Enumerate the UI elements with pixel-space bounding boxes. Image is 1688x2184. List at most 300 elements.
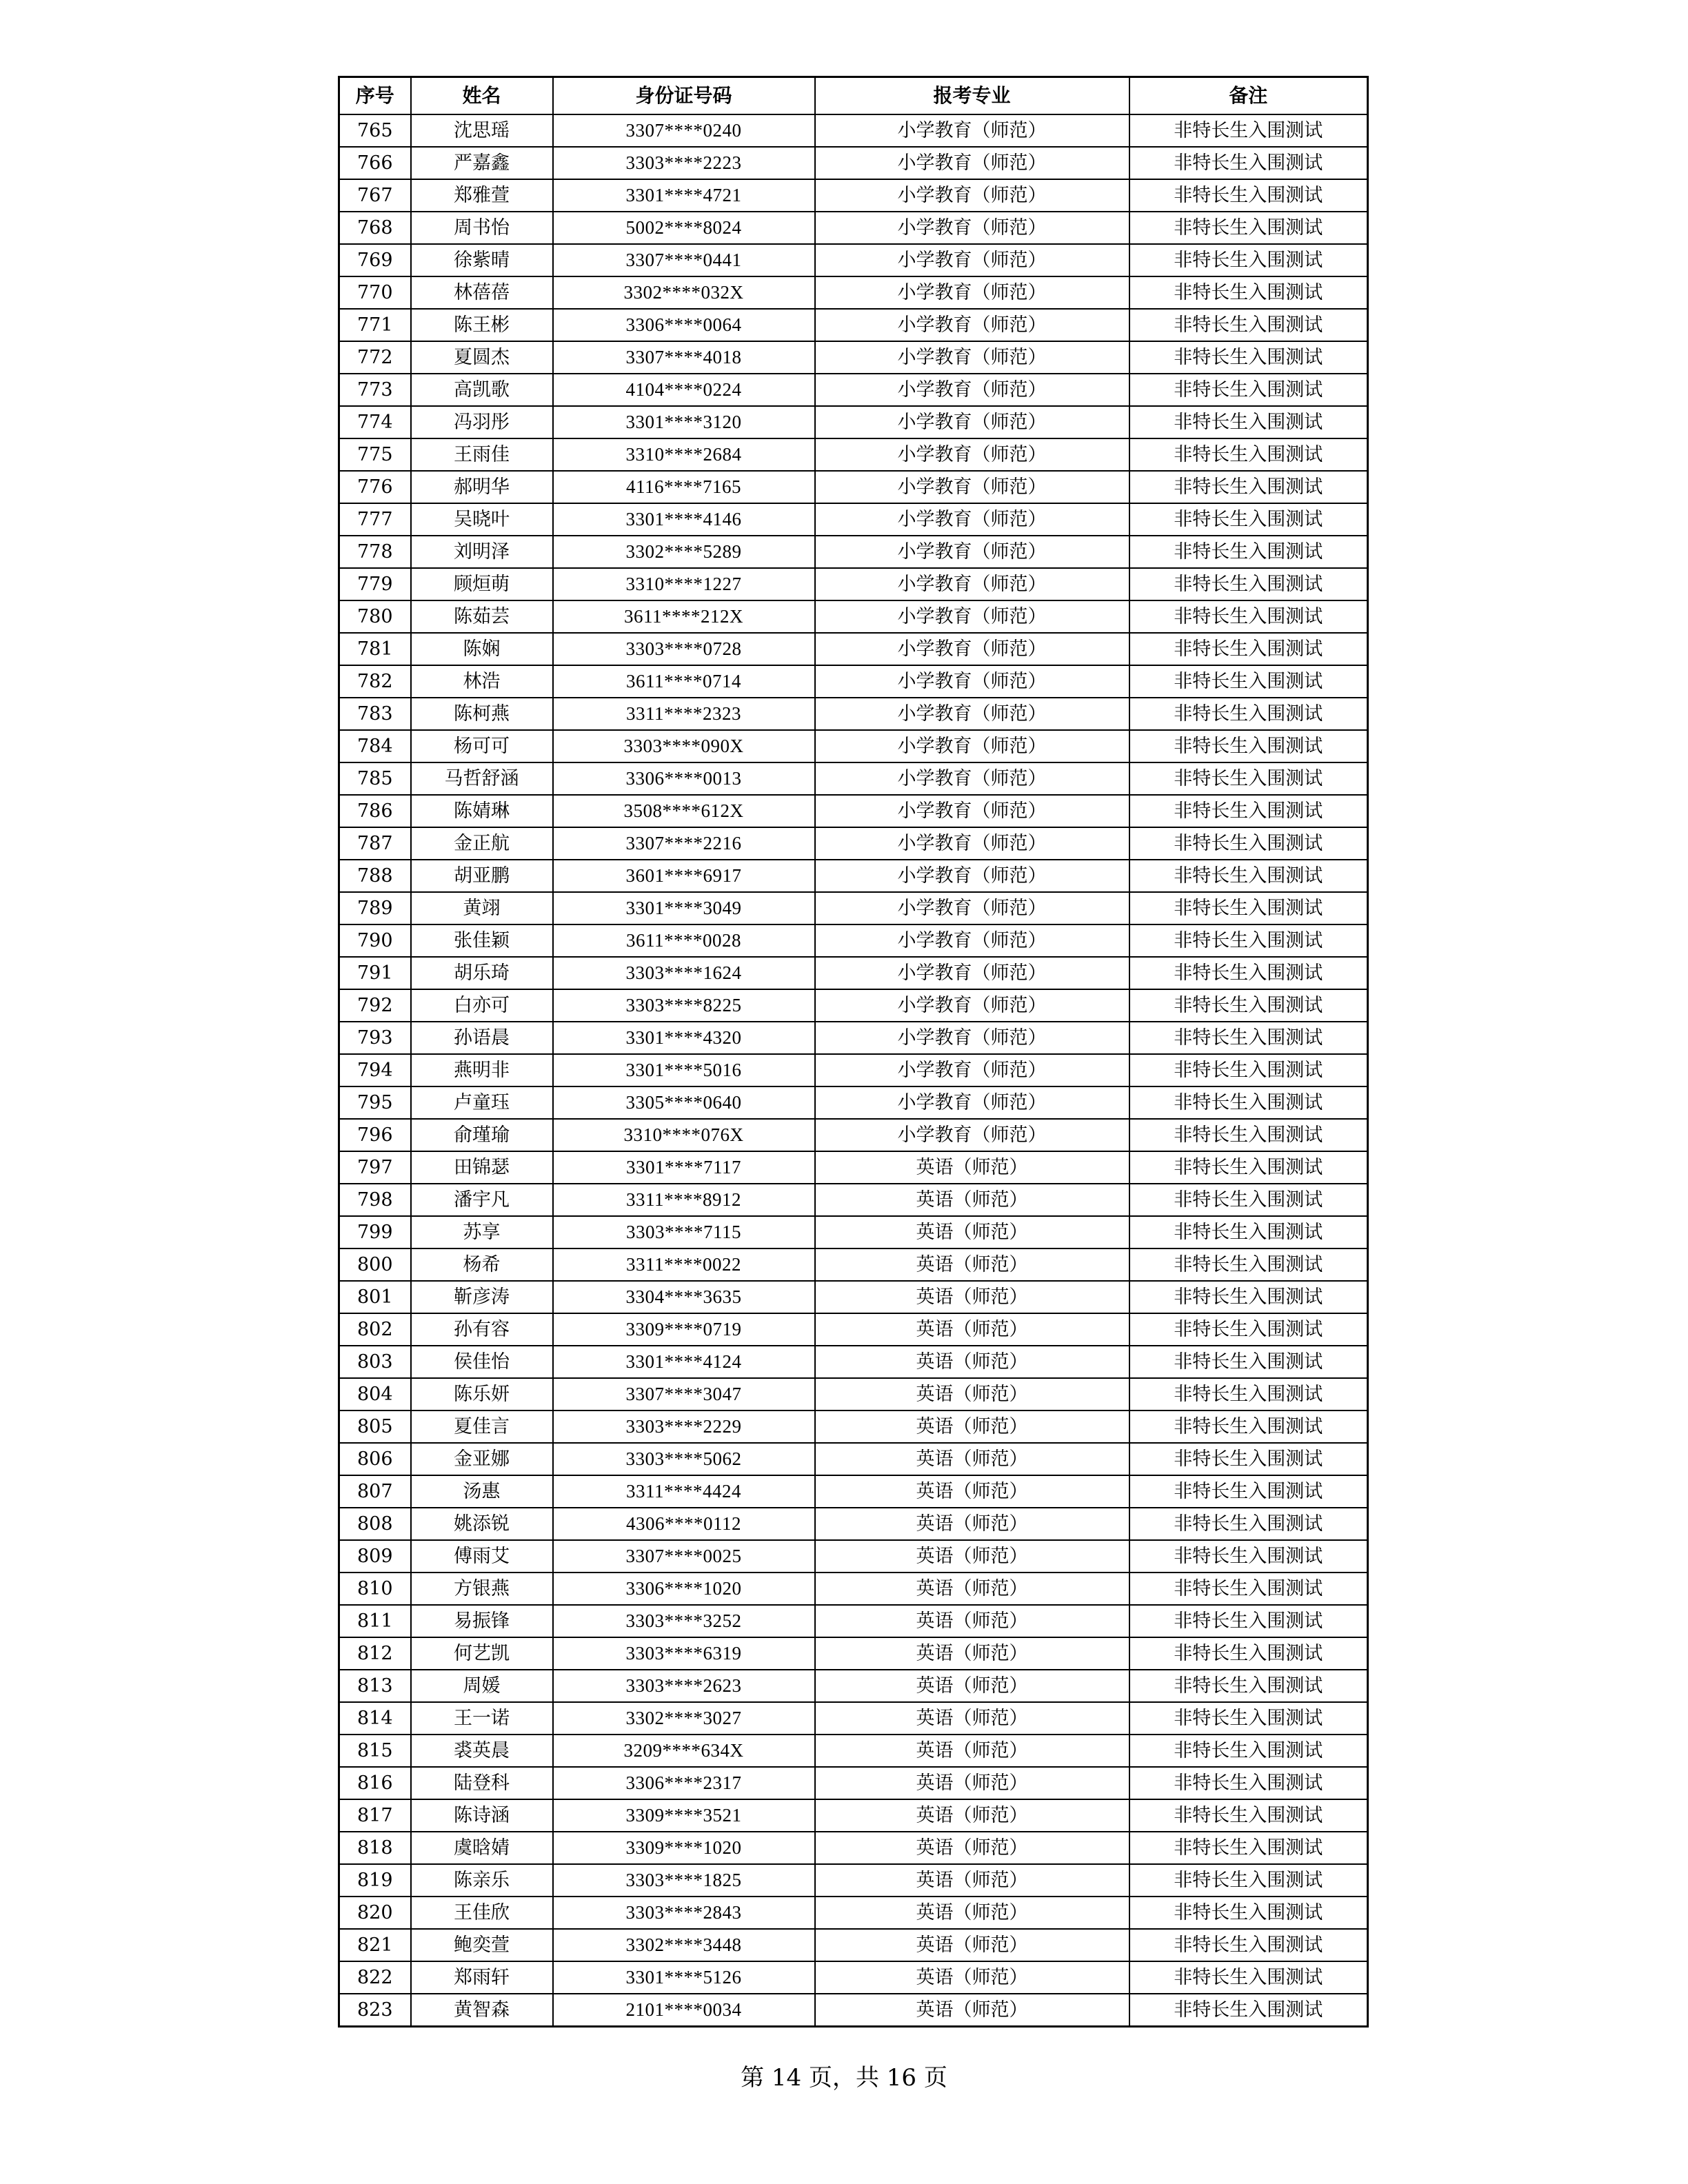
table-row (339, 244, 1368, 276)
cell-name: 陈诗涵 (411, 1799, 553, 1832)
table-row (339, 1864, 1368, 1897)
table-row (339, 1670, 1368, 1702)
cell-remark: 非特长生入围测试 (1129, 179, 1368, 212)
cell-remark: 非特长生入围测试 (1129, 957, 1368, 989)
cell-serial: 815 (339, 1735, 411, 1767)
cell-id-number: 3303****2223 (553, 147, 815, 179)
cell-major: 小学教育（师范） (815, 1119, 1129, 1151)
cell-id-number: 3306****0013 (553, 762, 815, 795)
cell-remark: 非特长生入围测试 (1129, 536, 1368, 568)
cell-name: 胡亚鹏 (411, 860, 553, 892)
cell-serial: 798 (339, 1184, 411, 1216)
cell-name: 靳彦涛 (411, 1281, 553, 1313)
table-row (339, 1281, 1368, 1313)
table-row (339, 503, 1368, 536)
cell-id-number: 3611****0028 (553, 924, 815, 957)
cell-major: 小学教育（师范） (815, 600, 1129, 633)
cell-id-number: 4306****0112 (553, 1508, 815, 1540)
cell-name: 王一诺 (411, 1702, 553, 1735)
table-row (339, 1248, 1368, 1281)
cell-remark: 非特长生入围测试 (1129, 1799, 1368, 1832)
table-row (339, 1346, 1368, 1378)
cell-remark: 非特长生入围测试 (1129, 503, 1368, 536)
table-row (339, 179, 1368, 212)
cell-remark: 非特长生入围测试 (1129, 1151, 1368, 1184)
cell-id-number: 3307****0240 (553, 114, 815, 147)
cell-serial: 782 (339, 665, 411, 698)
cell-id-number: 3303****5062 (553, 1443, 815, 1475)
cell-name: 姚添锐 (411, 1508, 553, 1540)
cell-major: 小学教育（师范） (815, 957, 1129, 989)
cell-major: 英语（师范） (815, 1248, 1129, 1281)
cell-serial: 799 (339, 1216, 411, 1248)
cell-id-number: 3301****4721 (553, 179, 815, 212)
cell-serial: 796 (339, 1119, 411, 1151)
table-row (339, 1184, 1368, 1216)
cell-remark: 非特长生入围测试 (1129, 1410, 1368, 1443)
cell-serial: 802 (339, 1313, 411, 1346)
cell-major: 英语（师范） (815, 1864, 1129, 1897)
cell-name: 鲍奕萱 (411, 1929, 553, 1961)
cell-remark: 非特长生入围测试 (1129, 406, 1368, 438)
cell-id-number: 3303****090X (553, 730, 815, 762)
cell-serial: 778 (339, 536, 411, 568)
cell-remark: 非特长生入围测试 (1129, 1184, 1368, 1216)
cell-id-number: 3302****3027 (553, 1702, 815, 1735)
cell-serial: 804 (339, 1378, 411, 1410)
table-row (339, 1216, 1368, 1248)
cell-name: 林蓓蓓 (411, 276, 553, 309)
cell-remark: 非特长生入围测试 (1129, 698, 1368, 730)
cell-name: 卢童珏 (411, 1086, 553, 1119)
cell-serial: 793 (339, 1022, 411, 1054)
header-name: 姓名 (411, 77, 553, 115)
cell-major: 英语（师范） (815, 1799, 1129, 1832)
cell-serial: 774 (339, 406, 411, 438)
cell-name: 张佳颖 (411, 924, 553, 957)
cell-remark: 非特长生入围测试 (1129, 1670, 1368, 1702)
cell-id-number: 3303****8225 (553, 989, 815, 1022)
cell-name: 易振锋 (411, 1605, 553, 1637)
cell-serial: 813 (339, 1670, 411, 1702)
cell-name: 吴晓叶 (411, 503, 553, 536)
cell-name: 陈婧琳 (411, 795, 553, 827)
header-remark: 备注 (1129, 77, 1368, 115)
cell-id-number: 3304****3635 (553, 1281, 815, 1313)
cell-name: 周书怡 (411, 212, 553, 244)
cell-serial: 765 (339, 114, 411, 147)
cell-name: 燕明非 (411, 1054, 553, 1086)
cell-name: 虞晗婧 (411, 1832, 553, 1864)
cell-remark: 非特长生入围测试 (1129, 568, 1368, 600)
table-row (339, 827, 1368, 860)
table-row (339, 114, 1368, 147)
cell-id-number: 3307****0025 (553, 1540, 815, 1573)
cell-serial: 772 (339, 341, 411, 374)
table-row (339, 341, 1368, 374)
cell-name: 陈柯燕 (411, 698, 553, 730)
cell-id-number: 3209****634X (553, 1735, 815, 1767)
cell-major: 英语（师范） (815, 1508, 1129, 1540)
table-row (339, 989, 1368, 1022)
cell-id-number: 4104****0224 (553, 374, 815, 406)
cell-serial: 789 (339, 892, 411, 924)
cell-major: 小学教育（师范） (815, 633, 1129, 665)
cell-serial: 794 (339, 1054, 411, 1086)
cell-serial: 785 (339, 762, 411, 795)
cell-name: 胡乐琦 (411, 957, 553, 989)
cell-major: 小学教育（师范） (815, 179, 1129, 212)
cell-id-number: 3302****032X (553, 276, 815, 309)
cell-major: 小学教育（师范） (815, 795, 1129, 827)
cell-serial: 795 (339, 1086, 411, 1119)
cell-major: 英语（师范） (815, 1702, 1129, 1735)
table-row (339, 892, 1368, 924)
cell-serial: 790 (339, 924, 411, 957)
cell-major: 小学教育（师范） (815, 730, 1129, 762)
cell-name: 陈茹芸 (411, 600, 553, 633)
cell-id-number: 3310****2684 (553, 438, 815, 471)
cell-remark: 非特长生入围测试 (1129, 1735, 1368, 1767)
cell-remark: 非特长生入围测试 (1129, 374, 1368, 406)
cell-remark: 非特长生入围测试 (1129, 827, 1368, 860)
cell-major: 英语（师范） (815, 1184, 1129, 1216)
cell-id-number: 3303****3252 (553, 1605, 815, 1637)
cell-serial: 773 (339, 374, 411, 406)
cell-name: 郑雨轩 (411, 1961, 553, 1994)
cell-id-number: 3302****3448 (553, 1929, 815, 1961)
cell-serial: 775 (339, 438, 411, 471)
cell-major: 英语（师范） (815, 1735, 1129, 1767)
cell-name: 金亚娜 (411, 1443, 553, 1475)
table-row (339, 1637, 1368, 1670)
cell-remark: 非特长生入围测试 (1129, 1022, 1368, 1054)
cell-id-number: 3310****1227 (553, 568, 815, 600)
cell-serial: 786 (339, 795, 411, 827)
cell-remark: 非特长生入围测试 (1129, 1540, 1368, 1573)
cell-serial: 797 (339, 1151, 411, 1184)
cell-remark: 非特长生入围测试 (1129, 1119, 1368, 1151)
table-row (339, 1799, 1368, 1832)
cell-serial: 817 (339, 1799, 411, 1832)
cell-name: 林浩 (411, 665, 553, 698)
cell-remark: 非特长生入围测试 (1129, 1281, 1368, 1313)
cell-major: 小学教育（师范） (815, 114, 1129, 147)
cell-remark: 非特长生入围测试 (1129, 341, 1368, 374)
cell-serial: 771 (339, 309, 411, 341)
cell-name: 陈亲乐 (411, 1864, 553, 1897)
cell-major: 英语（师范） (815, 1573, 1129, 1605)
cell-id-number: 3306****0064 (553, 309, 815, 341)
cell-name: 汤惠 (411, 1475, 553, 1508)
cell-remark: 非特长生入围测试 (1129, 1961, 1368, 1994)
cell-id-number: 5002****8024 (553, 212, 815, 244)
cell-major: 英语（师范） (815, 1832, 1129, 1864)
cell-major: 小学教育（师范） (815, 892, 1129, 924)
table-row (339, 924, 1368, 957)
cell-serial: 807 (339, 1475, 411, 1508)
cell-name: 夏圆杰 (411, 341, 553, 374)
cell-name: 夏佳言 (411, 1410, 553, 1443)
cell-remark: 非特长生入围测试 (1129, 1346, 1368, 1378)
cell-major: 小学教育（师范） (815, 1086, 1129, 1119)
cell-remark: 非特长生入围测试 (1129, 665, 1368, 698)
cell-serial: 791 (339, 957, 411, 989)
cell-remark: 非特长生入围测试 (1129, 276, 1368, 309)
cell-name: 白亦可 (411, 989, 553, 1022)
cell-serial: 787 (339, 827, 411, 860)
table-row (339, 212, 1368, 244)
roster-table (338, 76, 1369, 2028)
cell-remark: 非特长生入围测试 (1129, 1248, 1368, 1281)
cell-remark: 非特长生入围测试 (1129, 212, 1368, 244)
cell-id-number: 3303****6319 (553, 1637, 815, 1670)
cell-serial: 818 (339, 1832, 411, 1864)
cell-major: 英语（师范） (815, 1670, 1129, 1702)
cell-remark: 非特长生入围测试 (1129, 1475, 1368, 1508)
cell-id-number: 2101****0034 (553, 1994, 815, 2027)
cell-id-number: 3301****4124 (553, 1346, 815, 1378)
cell-serial: 766 (339, 147, 411, 179)
table-body (339, 114, 1368, 2027)
cell-major: 英语（师范） (815, 1443, 1129, 1475)
cell-id-number: 3311****4424 (553, 1475, 815, 1508)
cell-major: 英语（师范） (815, 1994, 1129, 2027)
cell-major: 小学教育（师范） (815, 1054, 1129, 1086)
cell-major: 小学教育（师范） (815, 860, 1129, 892)
cell-name: 裘英晨 (411, 1735, 553, 1767)
table-row (339, 1961, 1368, 1994)
cell-id-number: 3303****1624 (553, 957, 815, 989)
cell-name: 沈思瑶 (411, 114, 553, 147)
cell-name: 俞瑾瑜 (411, 1119, 553, 1151)
table-row (339, 762, 1368, 795)
header-major: 报考专业 (815, 77, 1129, 115)
cell-name: 徐紫晴 (411, 244, 553, 276)
cell-remark: 非特长生入围测试 (1129, 1054, 1368, 1086)
cell-remark: 非特长生入围测试 (1129, 1443, 1368, 1475)
table-row (339, 1702, 1368, 1735)
table-row (339, 1086, 1368, 1119)
table-row (339, 795, 1368, 827)
cell-serial: 805 (339, 1410, 411, 1443)
cell-major: 英语（师范） (815, 1475, 1129, 1508)
cell-major: 小学教育（师范） (815, 924, 1129, 957)
cell-id-number: 3311****8912 (553, 1184, 815, 1216)
table-row (339, 1508, 1368, 1540)
table-row (339, 1573, 1368, 1605)
cell-name: 方银燕 (411, 1573, 553, 1605)
cell-major: 英语（师范） (815, 1216, 1129, 1248)
cell-serial: 823 (339, 1994, 411, 2027)
cell-name: 杨希 (411, 1248, 553, 1281)
cell-id-number: 3303****0728 (553, 633, 815, 665)
cell-name: 王佳欣 (411, 1897, 553, 1929)
cell-serial: 788 (339, 860, 411, 892)
cell-major: 小学教育（师范） (815, 212, 1129, 244)
cell-id-number: 3307****4018 (553, 341, 815, 374)
table-row (339, 1022, 1368, 1054)
table-row (339, 1151, 1368, 1184)
cell-major: 小学教育（师范） (815, 276, 1129, 309)
cell-name: 顾烜萌 (411, 568, 553, 600)
table-row (339, 1735, 1368, 1767)
cell-remark: 非特长生入围测试 (1129, 1832, 1368, 1864)
cell-remark: 非特长生入围测试 (1129, 1864, 1368, 1897)
cell-major: 小学教育（师范） (815, 665, 1129, 698)
cell-remark: 非特长生入围测试 (1129, 1508, 1368, 1540)
cell-serial: 821 (339, 1929, 411, 1961)
cell-serial: 803 (339, 1346, 411, 1378)
table-row (339, 276, 1368, 309)
cell-major: 小学教育（师范） (815, 341, 1129, 374)
cell-major: 小学教育（师范） (815, 406, 1129, 438)
cell-name: 郝明华 (411, 471, 553, 503)
cell-id-number: 3306****2317 (553, 1767, 815, 1799)
cell-name: 杨可可 (411, 730, 553, 762)
cell-major: 英语（师范） (815, 1929, 1129, 1961)
cell-serial: 811 (339, 1605, 411, 1637)
cell-serial: 777 (339, 503, 411, 536)
table-row (339, 1475, 1368, 1508)
cell-name: 周媛 (411, 1670, 553, 1702)
table-row (339, 665, 1368, 698)
cell-id-number: 3303****1825 (553, 1864, 815, 1897)
cell-remark: 非特长生入围测试 (1129, 438, 1368, 471)
cell-name: 郑雅萱 (411, 179, 553, 212)
cell-id-number: 3311****2323 (553, 698, 815, 730)
cell-name: 孙有容 (411, 1313, 553, 1346)
table-row (339, 1540, 1368, 1573)
table-row (339, 633, 1368, 665)
cell-remark: 非特长生入围测试 (1129, 989, 1368, 1022)
cell-remark: 非特长生入围测试 (1129, 762, 1368, 795)
cell-remark: 非特长生入围测试 (1129, 1767, 1368, 1799)
cell-name: 孙语晨 (411, 1022, 553, 1054)
cell-major: 小学教育（师范） (815, 438, 1129, 471)
cell-id-number: 3303****7115 (553, 1216, 815, 1248)
cell-id-number: 3301****3120 (553, 406, 815, 438)
cell-remark: 非特长生入围测试 (1129, 1605, 1368, 1637)
cell-id-number: 3310****076X (553, 1119, 815, 1151)
cell-id-number: 3309****0719 (553, 1313, 815, 1346)
cell-major: 小学教育（师范） (815, 698, 1129, 730)
cell-remark: 非特长生入围测试 (1129, 924, 1368, 957)
table-row (339, 568, 1368, 600)
cell-remark: 非特长生入围测试 (1129, 892, 1368, 924)
cell-id-number: 3303****2623 (553, 1670, 815, 1702)
table-row (339, 147, 1368, 179)
table-row (339, 1897, 1368, 1929)
cell-serial: 814 (339, 1702, 411, 1735)
table-row (339, 1929, 1368, 1961)
cell-serial: 819 (339, 1864, 411, 1897)
cell-major: 小学教育（师范） (815, 471, 1129, 503)
cell-major: 英语（师范） (815, 1410, 1129, 1443)
cell-id-number: 3302****5289 (553, 536, 815, 568)
cell-remark: 非特长生入围测试 (1129, 600, 1368, 633)
cell-serial: 808 (339, 1508, 411, 1540)
cell-name: 田锦瑟 (411, 1151, 553, 1184)
cell-serial: 810 (339, 1573, 411, 1605)
table-row (339, 1994, 1368, 2027)
table-row (339, 1410, 1368, 1443)
page-footer: 第 14 页，共 16 页 (741, 2064, 947, 2092)
table-row (339, 957, 1368, 989)
cell-id-number: 3306****1020 (553, 1573, 815, 1605)
cell-id-number: 3303****2843 (553, 1897, 815, 1929)
cell-major: 小学教育（师范） (815, 374, 1129, 406)
cell-id-number: 3301****5016 (553, 1054, 815, 1086)
cell-major: 小学教育（师范） (815, 147, 1129, 179)
cell-remark: 非特长生入围测试 (1129, 1573, 1368, 1605)
cell-major: 小学教育（师范） (815, 827, 1129, 860)
cell-remark: 非特长生入围测试 (1129, 1637, 1368, 1670)
cell-remark: 非特长生入围测试 (1129, 1086, 1368, 1119)
table-row (339, 1605, 1368, 1637)
cell-serial: 783 (339, 698, 411, 730)
cell-id-number: 4116****7165 (553, 471, 815, 503)
cell-name: 潘宇凡 (411, 1184, 553, 1216)
cell-id-number: 3311****0022 (553, 1248, 815, 1281)
header-id-number: 身份证号码 (553, 77, 815, 115)
cell-major: 英语（师范） (815, 1637, 1129, 1670)
cell-major: 小学教育（师范） (815, 989, 1129, 1022)
cell-major: 小学教育（师范） (815, 309, 1129, 341)
table-row (339, 1767, 1368, 1799)
cell-remark: 非特长生入围测试 (1129, 1378, 1368, 1410)
cell-serial: 770 (339, 276, 411, 309)
cell-major: 英语（师范） (815, 1151, 1129, 1184)
cell-remark: 非特长生入围测试 (1129, 114, 1368, 147)
cell-serial: 812 (339, 1637, 411, 1670)
cell-name: 侯佳怡 (411, 1346, 553, 1378)
cell-id-number: 3611****0714 (553, 665, 815, 698)
cell-remark: 非特长生入围测试 (1129, 244, 1368, 276)
cell-name: 刘明泽 (411, 536, 553, 568)
cell-serial: 776 (339, 471, 411, 503)
cell-id-number: 3303****2229 (553, 1410, 815, 1443)
header-serial: 序号 (339, 77, 411, 115)
table-row (339, 374, 1368, 406)
table-row (339, 438, 1368, 471)
cell-major: 英语（师范） (815, 1961, 1129, 1994)
table-row (339, 600, 1368, 633)
cell-id-number: 3301****7117 (553, 1151, 815, 1184)
header-row (339, 77, 1368, 115)
cell-remark: 非特长生入围测试 (1129, 1897, 1368, 1929)
cell-id-number: 3309****3521 (553, 1799, 815, 1832)
cell-remark: 非特长生入围测试 (1129, 730, 1368, 762)
cell-remark: 非特长生入围测试 (1129, 1702, 1368, 1735)
cell-major: 小学教育（师范） (815, 1022, 1129, 1054)
cell-major: 英语（师范） (815, 1313, 1129, 1346)
cell-name: 陆登科 (411, 1767, 553, 1799)
cell-name: 金正航 (411, 827, 553, 860)
cell-major: 小学教育（师范） (815, 568, 1129, 600)
cell-id-number: 3301****4146 (553, 503, 815, 536)
table-row (339, 1832, 1368, 1864)
table-row (339, 309, 1368, 341)
cell-major: 小学教育（师范） (815, 244, 1129, 276)
table-row (339, 471, 1368, 503)
cell-serial: 781 (339, 633, 411, 665)
cell-remark: 非特长生入围测试 (1129, 1994, 1368, 2027)
cell-major: 英语（师范） (815, 1767, 1129, 1799)
cell-remark: 非特长生入围测试 (1129, 1313, 1368, 1346)
cell-serial: 769 (339, 244, 411, 276)
cell-serial: 801 (339, 1281, 411, 1313)
